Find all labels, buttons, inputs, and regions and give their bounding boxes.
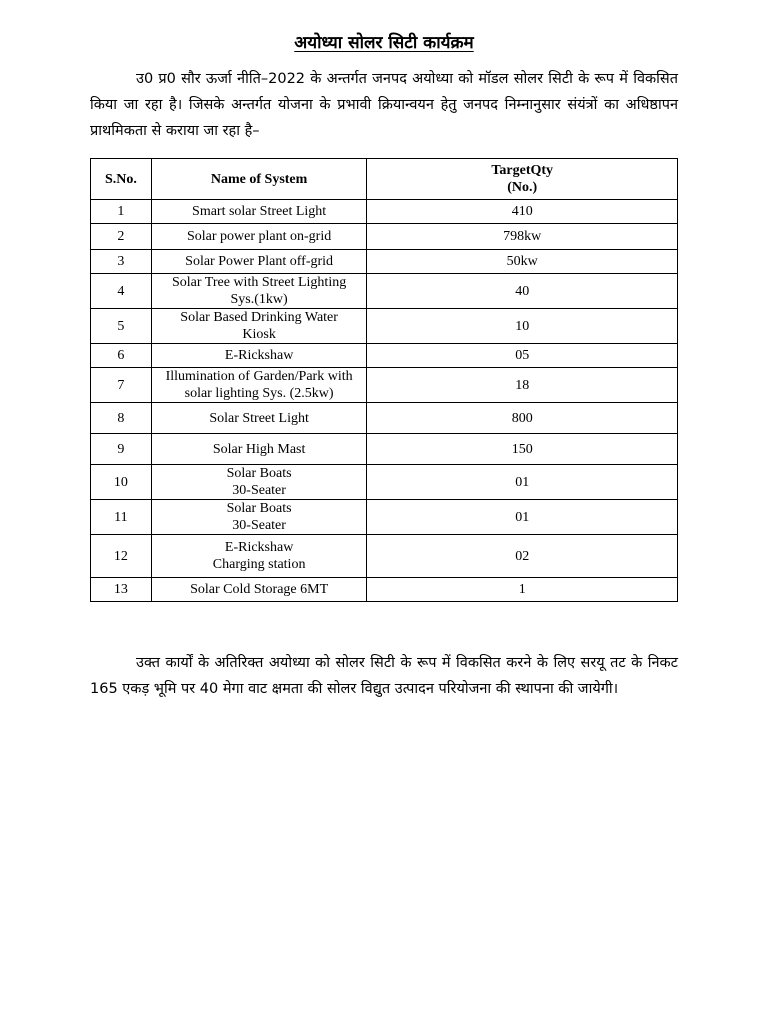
cell-sno: 10 xyxy=(91,465,152,500)
closing-paragraph: उक्त कार्यों के अतिरिक्त अयोध्या को सोलर सिटी के रूप में विकसित करने के लिए सरयू तट के निकट 165 एकड़ भूमि पर 40 मेगा वाट क्षमता की सोलर विद्युत उत्पादन परियोजना की स्थापना की जायेगी। xyxy=(90,655,678,697)
cell-sno: 8 xyxy=(91,403,152,434)
cell-sno: 5 xyxy=(91,309,152,344)
cell-sno: 3 xyxy=(91,250,152,274)
cell-system-name xyxy=(151,535,367,578)
table-header-row xyxy=(91,159,678,200)
table-row xyxy=(91,465,678,500)
table-row xyxy=(91,535,678,578)
cell-system-name-line1: Illumination of Garden/Park with xyxy=(165,369,353,384)
header-target-qty-line1: TargetQty xyxy=(491,163,554,178)
cell-target-qty: 18 xyxy=(367,368,678,403)
header-target-qty-line2: (No.) xyxy=(507,180,538,195)
cell-system-name-line2: Sys.(1kw) xyxy=(230,292,288,307)
intro-paragraph: उ0 प्र0 सौर ऊर्जा नीति–2022 के अन्तर्गत जनपद अयोध्या को मॉडल सोलर सिटी के रूप में विकसित किया जा रहा है। जिसके अन्तर्गत योजना के प्रभावी क्रियान्वयन हेतु जनपद निम्नानुसार संयंत्रों का अधिष्ठापन प्राथमिकता से कराया जा रहा है– xyxy=(90,71,678,139)
cell-system-name-line1: Solar Power Plant off-grid xyxy=(185,254,334,269)
table-row xyxy=(91,274,678,309)
cell-target-qty: 05 xyxy=(367,344,678,368)
cell-target-qty: 800 xyxy=(367,403,678,434)
table-row xyxy=(91,344,678,368)
cell-system-name xyxy=(151,250,367,274)
cell-sno: 1 xyxy=(91,200,152,224)
cell-system-name-line1: Solar Cold Storage 6MT xyxy=(190,582,329,597)
cell-system-name xyxy=(151,403,367,434)
page-title: अयोध्या सोलर सिटी कार्यक्रम xyxy=(294,33,474,53)
cell-system-name-line2: solar lighting Sys. (2.5kw) xyxy=(184,386,334,401)
header-target-qty xyxy=(367,159,678,200)
cell-system-name-line1: Solar power plant on-grid xyxy=(186,229,332,244)
cell-target-qty: 02 xyxy=(367,535,678,578)
cell-system-name-line1: Solar Boats xyxy=(226,466,292,481)
cell-system-name-line1: Solar Based Drinking Water xyxy=(180,310,338,325)
header-sno: S.No. xyxy=(91,159,152,200)
cell-system-name-line1: Solar High Mast xyxy=(212,441,306,457)
cell-system-name xyxy=(151,434,367,465)
table-row xyxy=(91,368,678,403)
cell-system-name xyxy=(151,309,367,344)
cell-sno: 2 xyxy=(91,224,152,250)
cell-sno: 11 xyxy=(91,500,152,535)
systems-table xyxy=(90,158,678,602)
table-row xyxy=(91,578,678,602)
cell-target-qty: 1 xyxy=(367,578,678,602)
cell-target-qty: 01 xyxy=(367,465,678,500)
table-row xyxy=(91,500,678,535)
cell-sno: 7 xyxy=(91,368,152,403)
table-row xyxy=(91,309,678,344)
table-row xyxy=(91,200,678,224)
cell-system-name xyxy=(151,344,367,368)
table-row xyxy=(91,434,678,465)
table-row xyxy=(91,403,678,434)
cell-system-name-line1: Solar Boats xyxy=(226,501,292,516)
cell-sno: 6 xyxy=(91,344,152,368)
cell-target-qty: 410 xyxy=(367,200,678,224)
table-row xyxy=(91,224,678,250)
cell-target-qty: 798kw xyxy=(367,224,678,250)
cell-sno: 4 xyxy=(91,274,152,309)
cell-target-qty: 150 xyxy=(367,434,678,465)
cell-system-name xyxy=(151,274,367,309)
cell-target-qty: 01 xyxy=(367,500,678,535)
cell-system-name xyxy=(151,224,367,250)
cell-system-name-line1: Solar Tree with Street Lighting xyxy=(172,275,347,290)
cell-system-name xyxy=(151,465,367,500)
cell-system-name-line1: E-Rickshaw xyxy=(224,348,294,363)
cell-sno: 9 xyxy=(91,434,152,465)
cell-system-name-line1: E-Rickshaw xyxy=(224,540,294,555)
cell-target-qty: 40 xyxy=(367,274,678,309)
cell-system-name-line1: Smart solar Street Light xyxy=(192,204,327,219)
cell-sno: 13 xyxy=(91,578,152,602)
cell-target-qty: 10 xyxy=(367,309,678,344)
cell-system-name xyxy=(151,578,367,602)
cell-system-name xyxy=(151,200,367,224)
cell-system-name xyxy=(151,368,367,403)
cell-system-name-line2: Charging station xyxy=(212,557,306,572)
cell-system-name-line2: 30-Seater xyxy=(232,483,286,498)
cell-system-name-line2: 30-Seater xyxy=(232,518,286,533)
cell-target-qty: 50kw xyxy=(367,250,678,274)
cell-system-name xyxy=(151,500,367,535)
header-name-of-system: Name of System xyxy=(151,159,367,200)
table-row xyxy=(91,250,678,274)
cell-sno: 12 xyxy=(91,535,152,578)
cell-system-name-line2: Kiosk xyxy=(242,327,276,342)
cell-system-name-line1: Solar Street Light xyxy=(209,410,309,426)
